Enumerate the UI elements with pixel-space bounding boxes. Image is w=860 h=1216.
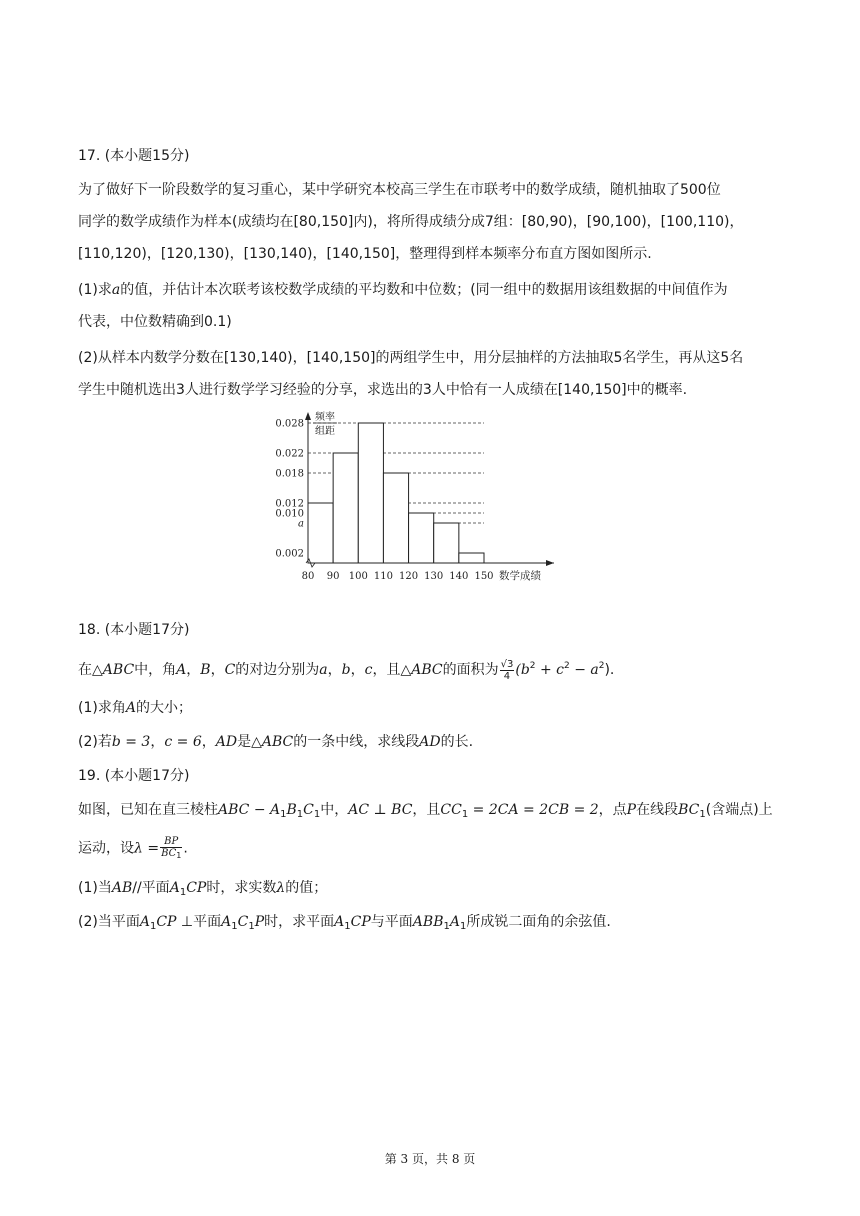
frequency-histogram [270,408,580,588]
q17-part1-cont: 代表，中位数精确到0.1) [78,314,232,330]
histogram-bar [434,523,459,563]
q18-header: 18. (本小题17分) [78,622,190,638]
histogram-bar [308,503,333,563]
x-tick-label: 90 [326,571,340,582]
page-footer: 第 3 页，共 8 页 [384,1152,476,1166]
q17-text-line2: 同学的数学成绩作为样本(成绩均在[80,150]内)，将所得成绩分成7组：[80,90)，[90,100)，[100,110)， [78,214,744,230]
histogram-bar [333,453,358,563]
x-tick-label: 120 [399,571,419,582]
y-tick-label: 0.022 [275,448,304,460]
q18-part1: (1)求角A的大小； [78,700,192,716]
y-tick-label: 0.010 [275,508,304,520]
y-tick-label: a [298,518,304,530]
x-tick-label: 140 [449,571,469,582]
histogram-bar [459,553,484,563]
q19-text-line1: 如图，已知在直三棱柱ABC − $A_1B_1C_1$中，AC ⊥ BC，且$CC_1 = 2CA = 2CB = 2$，点P在线段$BC_1$(含端点)上 [78,802,773,820]
q18-text: 在△ABC中，角A，B，C的对边分别为a，b，c，且△ABC的面积为 $\frac{√3}{4}$ $(b^2 + c^2 - a^2)$. [78,658,615,682]
q17-part1: (1)求a的值，并估计本次联考该校数学成绩的平均数和中位数；(同一组中的数据用该组数据的中间值作为 [78,282,728,298]
x-tick-label: 100 [348,571,368,582]
y-tick-label: 0.018 [275,468,304,480]
y-axis-label-top: 频率 [315,412,335,423]
q19-header: 19. (本小题17分) [78,768,190,784]
sqrt3-over-4-fraction: $\frac{√3}{4}$ [500,658,514,682]
q17-text-line3: [110,120)，[120,130)，[130,140)，[140,150]，整理得到样本频率分布直方图如图所示. [78,246,652,262]
bp-over-bc1-fraction: $\frac{BP}{BC_1}$ [161,836,182,860]
q19-part1: (1)当AB//平面$A_1CP$时，求实数λ的值； [78,880,328,898]
q19-text-line2: 运动，设λ = $\frac{BP}{BC_1}$ . [78,836,188,860]
x-axis-arrow [546,560,554,566]
x-axis-label: 数学成绩 [499,570,541,582]
y-tick-label: 0.028 [275,418,304,430]
y-axis-arrow [305,412,311,420]
histogram-bar [409,513,434,563]
histogram-bar [358,423,383,563]
q17-part2: (2)从样本内数学分数在[130,140)，[140,150]的两组学生中，用分层抽样的方法抽取5名学生，再从这5名 [78,350,744,366]
q17-text-line1: 为了做好下一阶段数学的复习重心，某中学研究本校高三学生在市联考中的数学成绩，随机抽取了500位 [78,182,721,198]
x-tick-label: 130 [424,571,444,582]
y-axis-label-bottom: 组距 [315,426,335,437]
q18-part2: (2)若b = 3，c = 6，AD是△ABC的一条中线，求线段AD的长. [78,734,474,750]
x-tick-label: 150 [474,571,494,582]
y-tick-label: 0.012 [275,498,304,510]
x-tick-label: 110 [373,571,393,582]
x-tick-label: 80 [301,571,315,582]
histogram-bar [383,473,408,563]
y-tick-label: 0.002 [275,548,304,560]
q17-header: 17. (本小题15分) [78,148,190,164]
q17-part2-cont: 学生中随机选出3人进行数学学习经验的分享，求选出的3人中恰有一人成绩在[140,150]中的概率. [78,382,688,398]
q19-part2: (2)当平面$A_1CP$ ⊥平面$A_1C_1P$时，求平面$A_1CP$与平面$ABB_1A_1$所成锐二面角的余弦值. [78,914,611,932]
